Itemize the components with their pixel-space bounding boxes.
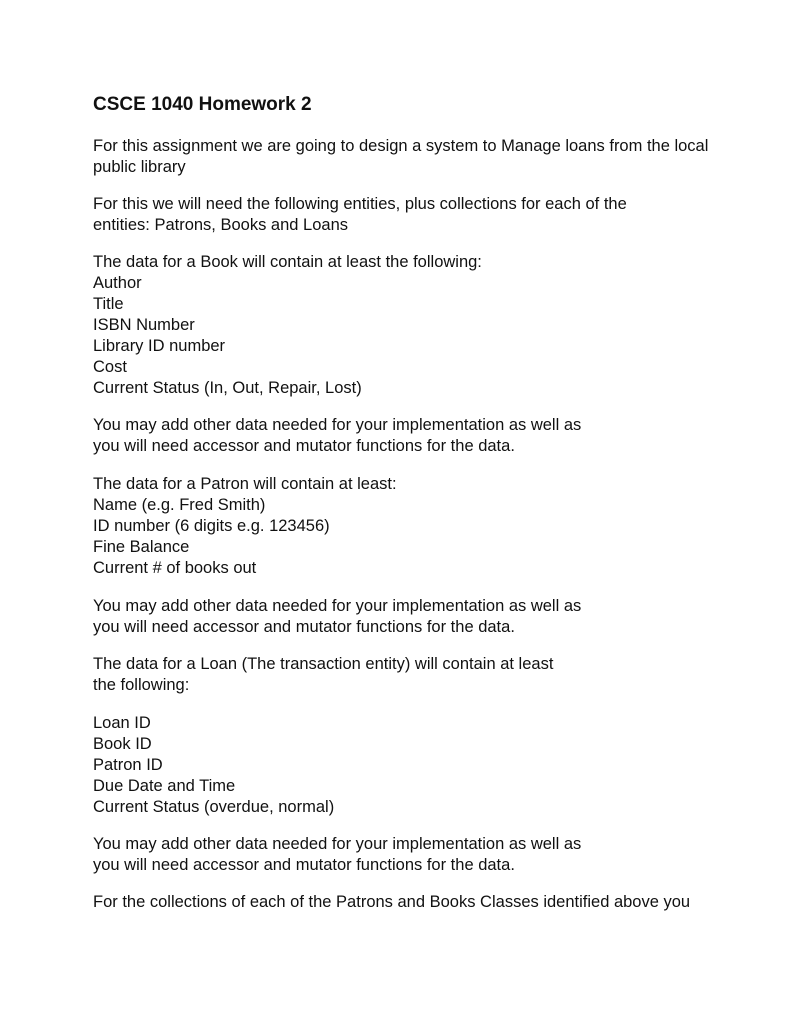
entities-line-1: For this we will need the following entities, plus collections for each of the [93,195,627,213]
loan-field: Due Date and Time [93,777,236,795]
loan-note [93,834,783,876]
entities-line-2: entities: Patrons, Books and Loans [93,216,348,234]
loan-field: Current Status (overdue, normal) [93,798,335,816]
patron-note [93,596,783,638]
loan-field: Book ID [93,735,152,753]
patron-field: ID number (6 digits e.g. 123456) [93,517,330,535]
book-note-line-1: You may add other data needed for your implementation as well as [93,416,582,434]
book-field: Cost [93,358,127,376]
loan-field: Loan ID [93,714,151,732]
patron-note-line-2: you will need accessor and mutator functions for the data. [93,618,515,636]
patron-field: Current # of books out [93,559,257,577]
collections-paragraph [93,892,783,913]
intro-line-1: For this assignment we are going to design a system to Manage loans from the local [93,137,709,155]
patron-field: Fine Balance [93,538,190,556]
book-note [93,415,783,457]
intro-line-2: public library [93,158,186,176]
book-field: ISBN Number [93,316,195,334]
book-note-line-2: you will need accessor and mutator functions for the data. [93,437,515,455]
document-page [93,93,783,929]
loan-heading [93,654,783,696]
page-title: CSCE 1040 Homework 2 [93,94,312,115]
book-field: Library ID number [93,337,226,355]
patron-note-line-1: You may add other data needed for your implementation as well as [93,597,582,615]
patron-heading: The data for a Patron will contain at least: [93,475,397,493]
loan-heading-line-2: the following: [93,676,190,694]
book-section [93,252,783,399]
loan-fields [93,713,783,818]
book-field: Title [93,295,124,313]
book-heading: The data for a Book will contain at least the following: [93,253,482,271]
patron-section [93,474,783,579]
loan-field: Patron ID [93,756,163,774]
patron-field: Name (e.g. Fred Smith) [93,496,266,514]
loan-note-line-1: You may add other data needed for your implementation as well as [93,835,582,853]
collections-line: For the collections of each of the Patrons and Books Classes identified above you [93,893,691,911]
loan-heading-line-1: The data for a Loan (The transaction entity) will contain at least [93,655,554,673]
book-field: Current Status (In, Out, Repair, Lost) [93,379,362,397]
book-field: Author [93,274,142,292]
entities-paragraph [93,194,783,236]
intro-paragraph [93,136,783,178]
loan-note-line-2: you will need accessor and mutator functions for the data. [93,856,515,874]
